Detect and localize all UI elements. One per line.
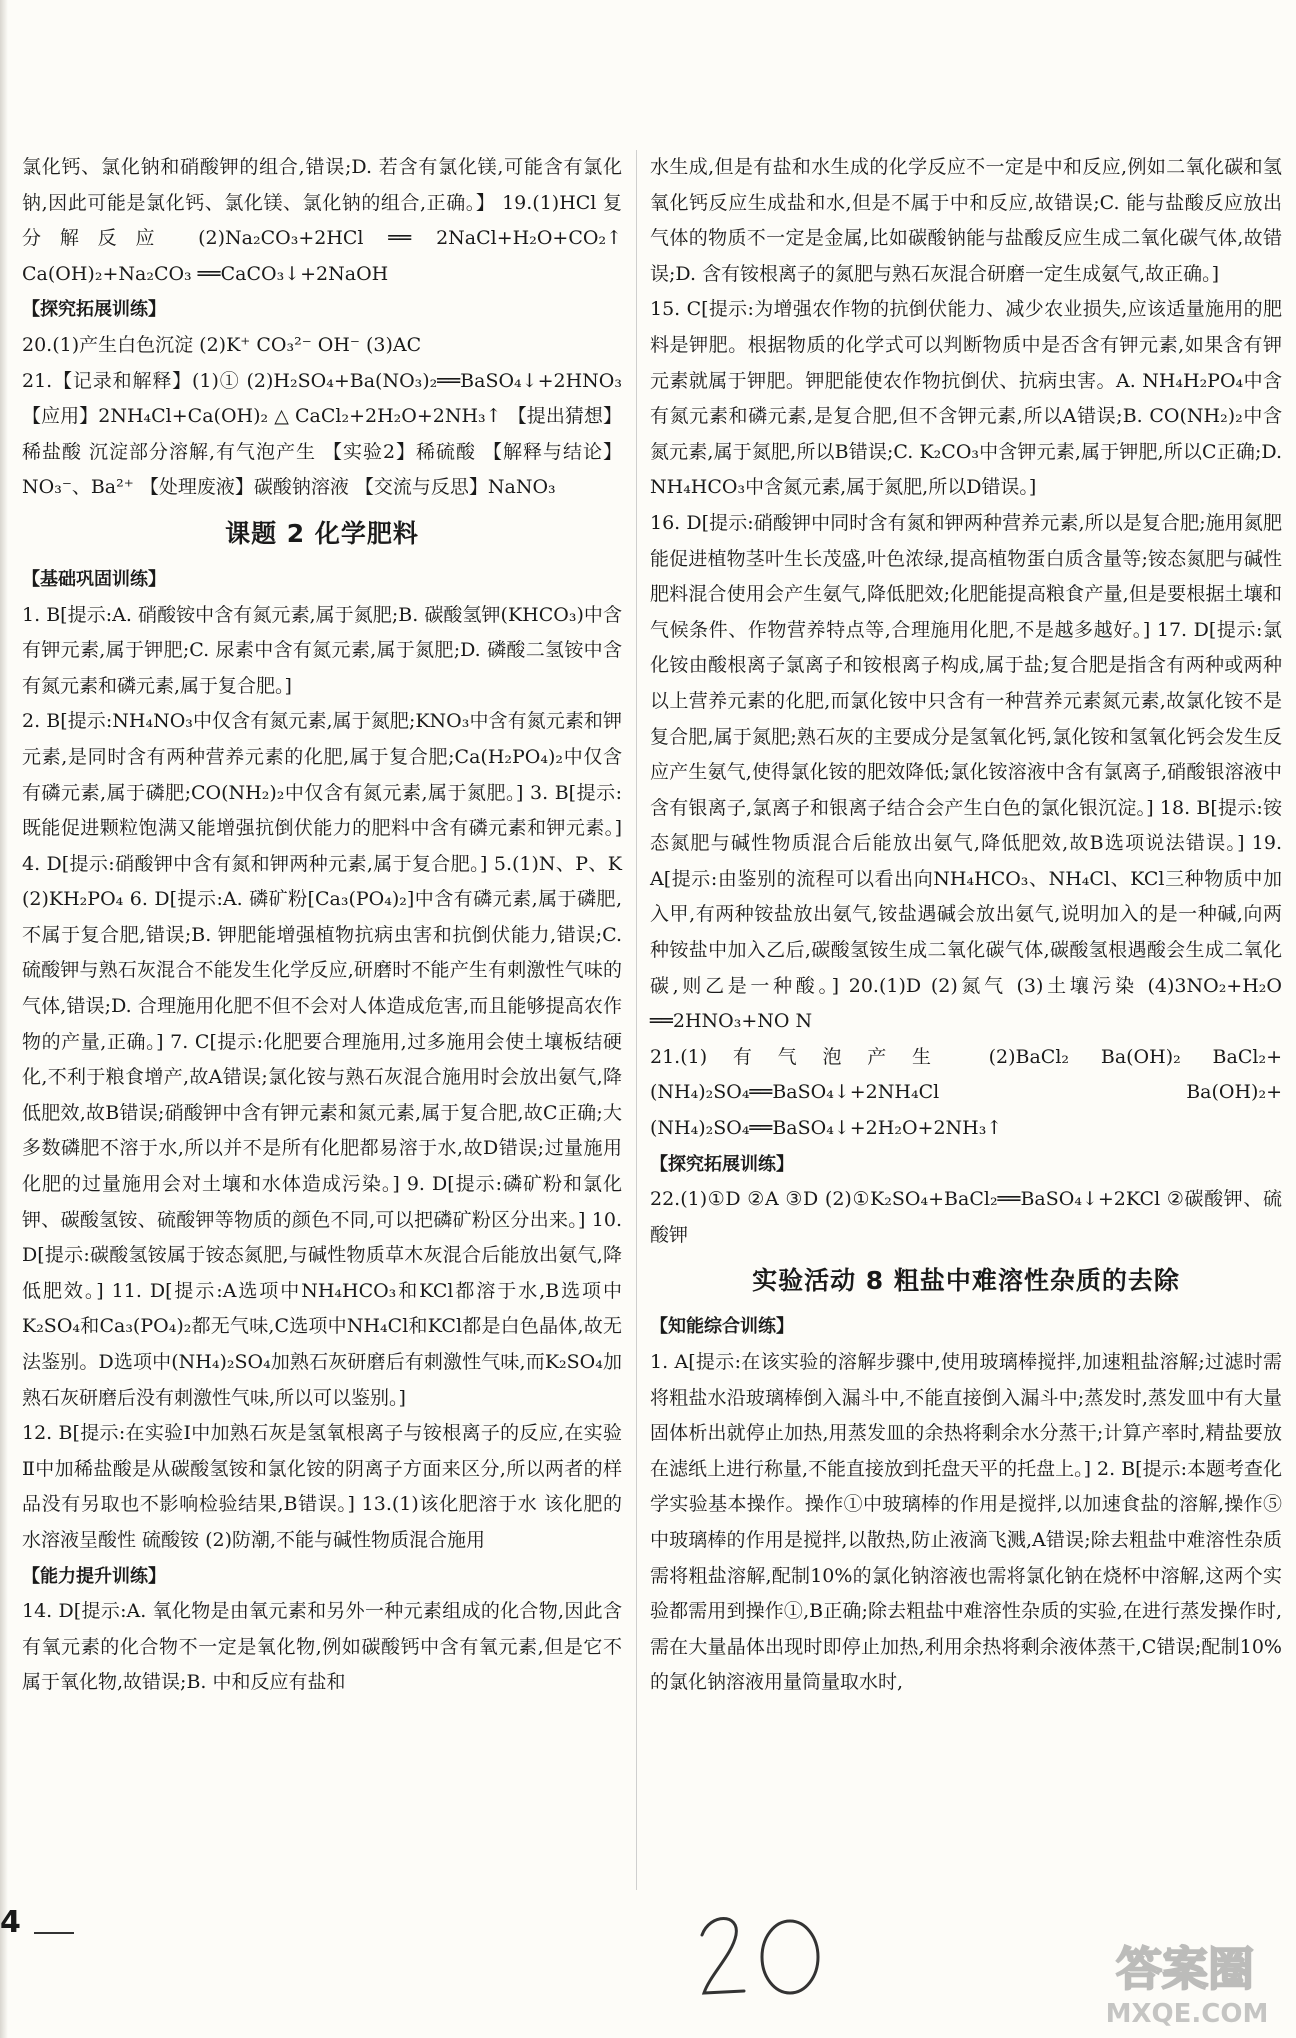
section-label: 【能力提升训练】 (22, 1565, 166, 1587)
answer-paragraph: 21.【记录和解释】(1)① (2)H₂SO₄+Ba(NO₃)₂══BaSO₄↓+2HNO₃ 【应用】2NH₄Cl+Ca(OH)₂ △ CaCl₂+2H₂O+2NH₃↑ 【提出猜想】稀盐酸 沉淀部分溶解,有气泡产生 【实验2】稀硫酸 【解释与结论】NO₃⁻、Ba²⁺ 【处理废液】碳酸钠溶液 【交流与反思】NaNO₃ (22, 369, 622, 499)
scan-edge (0, 0, 8, 2038)
answer-paragraph: 氯化钙、氯化钠和硝酸钾的组合,错误;D. 若含有氯化镁,可能含有氯化钠,因此可能是氯化钙、氯化镁、氯化钠的组合,正确。】 19.(1)HCl 复分解反应 (2)Na₂CO₃+2HCl ══ 2NaCl+H₂O+CO₂↑ Ca(OH)₂+Na₂CO₃ ══CaCO₃↓+2NaOH (22, 156, 622, 285)
column-divider (636, 150, 637, 1890)
section-heading: 实验活动 8 粗盐中难溶性杂质的去除 (752, 1266, 1180, 1296)
section-label: 【探究拓展训练】 (650, 1153, 794, 1175)
answer-paragraph: 1. B[提示:A. 硝酸铵中含有氮元素,属于氮肥;B. 碳酸氢钾(KHCO₃)中含有钾元素,属于钾肥;C. 尿素中含有氮元素,属于氮肥;D. 磷酸二氢铵中含有氮元素和磷元素,属于复合肥。] (22, 603, 622, 697)
right-column (650, 150, 1282, 1701)
handwritten-number-20 (692, 1905, 832, 2005)
answer-paragraph: 1. A[提示:在该实验的溶解步骤中,使用玻璃棒搅拌,加速粗盐溶解;过滤时需将粗盐水沿玻璃棒倒入漏斗中,不能直接倒入漏斗中;蒸发时,蒸发皿中有大量固体析出就停止加热,用蒸发皿的余热将剩余水分蒸干;计算产率时,精盐要放在滤纸上进行称量,不能直接放到托盘天平的托盘上。] 2. B[提示:本题考查化学实验基本操作。操作①中玻璃棒的作用是搅拌,以加速食盐的溶解,操作⑤中玻璃棒的作用是搅拌,以散热,防止液滴飞溅,A错误;除去粗盐中难溶性杂质需将粗盐溶解,配制10%的氯化钠溶液也需将氯化钠在烧杯中溶解,这两个实验都需用到操作①,B正确;除去粗盐中难溶性杂质的实验,在进行蒸发操作时,需在大量晶体出现时即停止加热,利用余热将剩余液体蒸干,C错误;配制10%的氯化钠溶液用量筒量取水时, (650, 1351, 1282, 1694)
answer-paragraph: 21.(1)有气泡产生 (2)BaCl₂ Ba(OH)₂ BaCl₂+(NH₄)₂SO₄══BaSO₄↓+2NH₄Cl Ba(OH)₂+(NH₄)₂SO₄══BaSO₄↓+2H₂O+2NH₃↑ (650, 1045, 1282, 1140)
answer-paragraph: 16. D[提示:硝酸钾中同时含有氮和钾两种营养元素,所以是复合肥;施用氮肥能促进植物茎叶生长茂盛,叶色浓绿,提高植物蛋白质含量等;铵态氮肥与碱性肥料混合使用会产生氨气,降低肥效;化肥能提高粮食产量,但是要根据土壤和气候条件、作物营养特点等,合理施用化肥,不是越多越好。] 17. D[提示:氯化铵由酸根离子氯离子和铵根离子构成,属于盐;复合肥是指含有两种或两种以上营养元素的化肥,而氯化铵中只含有一种营养元素氮元素,故氯化铵不是复合肥,属于氮肥;熟石灰的主要成分是氢氧化钙,氯化铵和氢氧化钙会发生反应产生氨气,使得氯化铵的肥效降低;氯化铵溶液中含有氯离子,硝酸银溶液中含有银离子,氯离子和银离子结合会产生白色的氯化银沉淀。] 18. B[提示:铵态氮肥与碱性物质混合后能放出氨气,降低肥效,故B选项说法错误。] 19. A[提示:由鉴别的流程可以看出向NH₄HCO₃、NH₄Cl、KCl三种物质中加入甲,有两种铵盐放出氨气,铵盐遇碱会放出氨气,说明加入的是一种碱,向两种铵盐中加入乙后,碳酸氢铵生成二氧化碳气体,碳酸氢根遇酸会生成二氧化碳,则乙是一种酸。] 20.(1)D (2)氮气 (3)土壤污染 (4)3NO₂+H₂O ══2HNO₃+NO N (650, 511, 1282, 1033)
page-number: 4 (0, 1905, 21, 1940)
section-label: 【探究拓展训练】 (22, 299, 166, 321)
watermark-logo (1085, 1930, 1290, 2030)
page-number-rule (34, 1932, 74, 1934)
left-column (22, 150, 622, 1701)
answer-paragraph: 14. D[提示:A. 氧化物是由氧元素和另外一种元素组成的化合物,因此含有氧元素的化合物不一定是氧化物,例如碳酸钙中含有氧元素,但是它不属于氧化物,故错误;B. 中和反应有盐和 (22, 1600, 622, 1694)
answer-paragraph: 20.(1)产生白色沉淀 (2)K⁺ CO₃²⁻ OH⁻ (3)AC (22, 333, 422, 356)
answer-paragraph: 15. C[提示:为增强农作物的抗倒伏能力、减少农业损失,应该适量施用的肥料是钾肥。根据物质的化学式可以判断物质中是否含有钾元素,如果含有钾元素就属于钾肥。钾肥能使农作物抗倒伏、抗病虫害。A. NH₄H₂PO₄中含有氮元素和磷元素,是复合肥,但不含钾元素,所以A错误;B. CO(NH₂)₂中含氮元素,属于氮肥,所以B错误;C. K₂CO₃中含钾元素,属于钾肥,所以C正确;D. NH₄HCO₃中含氮元素,属于氮肥,所以D错误。] (650, 298, 1282, 499)
answer-paragraph: 12. B[提示:在实验Ⅰ中加熟石灰是氢氧根离子与铵根离子的反应,在实验Ⅱ中加稀盐酸是从碳酸氢铵和氯化铵的阴离子方面来区分,所以两者的样品没有另取也不影响检验结果,B错误。] 13.(1)该化肥溶于水 该化肥的水溶液呈酸性 硫酸铵 (2)防潮,不能与碱性物质混合施用 (22, 1422, 622, 1551)
section-label: 【知能综合训练】 (650, 1316, 794, 1338)
section-heading: 课题 2 化学肥料 (225, 518, 419, 548)
watermark-text-url: MXQE.COM (1105, 1999, 1269, 2029)
watermark-text-cn: 答案圈 (1116, 1942, 1254, 1996)
answer-paragraph: 22.(1)①D ②A ③D (2)①K₂SO₄+BaCl₂══BaSO₄↓+2KCl ②碳酸钾、硫酸钾 (650, 1188, 1282, 1246)
answer-paragraph: 水生成,但是有盐和水生成的化学反应不一定是中和反应,例如二氧化碳和氢氧化钙反应生成盐和水,但是不属于中和反应,故错误;C. 能与盐酸反应放出气体的物质不一定是金属,比如碳酸钠能与盐酸反应生成二氧化碳气体,故错误;D. 含有铵根离子的氮肥与熟石灰混合研磨一定生成氨气,故正确。] (650, 156, 1282, 285)
answer-paragraph: 2. B[提示:NH₄NO₃中仅含有氮元素,属于氮肥;KNO₃中含有氮元素和钾元素,是同时含有两种营养元素的化肥,属于复合肥;Ca(H₂PO₄)₂中仅含有磷元素,属于磷肥;CO(NH₂)₂中仅含有氮元素,属于氮肥。] 3. B[提示:既能促进颗粒饱满又能增强抗倒伏能力的肥料中含有磷元素和钾元素。] 4. D[提示:硝酸钾中含有氮和钾两种元素,属于复合肥。] 5.(1)N、P、K (2)KH₂PO₄ 6. D[提示:A. 磷矿粉[Ca₃(PO₄)₂]中含有磷元素,属于磷肥,不属于复合肥,错误;B. 钾肥能增强植物抗病虫害和抗倒伏能力,错误;C. 硫酸钾与熟石灰混合不能发生化学反应,研磨时不能产生有刺激性气味的气体,错误;D. 合理施用化肥不但不会对人体造成危害,而且能够提高农作物的产量,正确。] 7. C[提示:化肥要合理施用,过多施用会使土壤板结硬化,不利于粮食增产,故A错误;氯化铵与熟石灰混合施用时会放出氨气,降低肥效,故B错误;硝酸钾中含有钾元素和氮元素,属于复合肥,故C正确;大多数磷肥不溶于水,所以并不是所有化肥都易溶于水,故D错误;过量施用化肥的过量施用会对土壤和水体造成污染。] 9. D[提示:磷矿粉和氯化钾、碳酸氢铵、硫酸钾等物质的颜色不同,可以把磷矿粉区分出来。] 10. D[提示:碳酸氢铵属于铵态氮肥,与碱性物质草木灰混合后能放出氨气,降低肥效。] 11. D[提示:A选项中NH₄HCO₃和KCl都溶于水,B选项中K₂SO₄和Ca₃(PO₄)₂都无气味,C选项中NH₄Cl和KCl都是白色晶体,故无法鉴别。D选项中(NH₄)₂SO₄加熟石灰研磨后有刺激性气味,而K₂SO₄加熟石灰研磨后没有刺激性气味,所以可以鉴别。] (22, 710, 622, 1409)
section-label: 【基础巩固训练】 (22, 568, 166, 590)
